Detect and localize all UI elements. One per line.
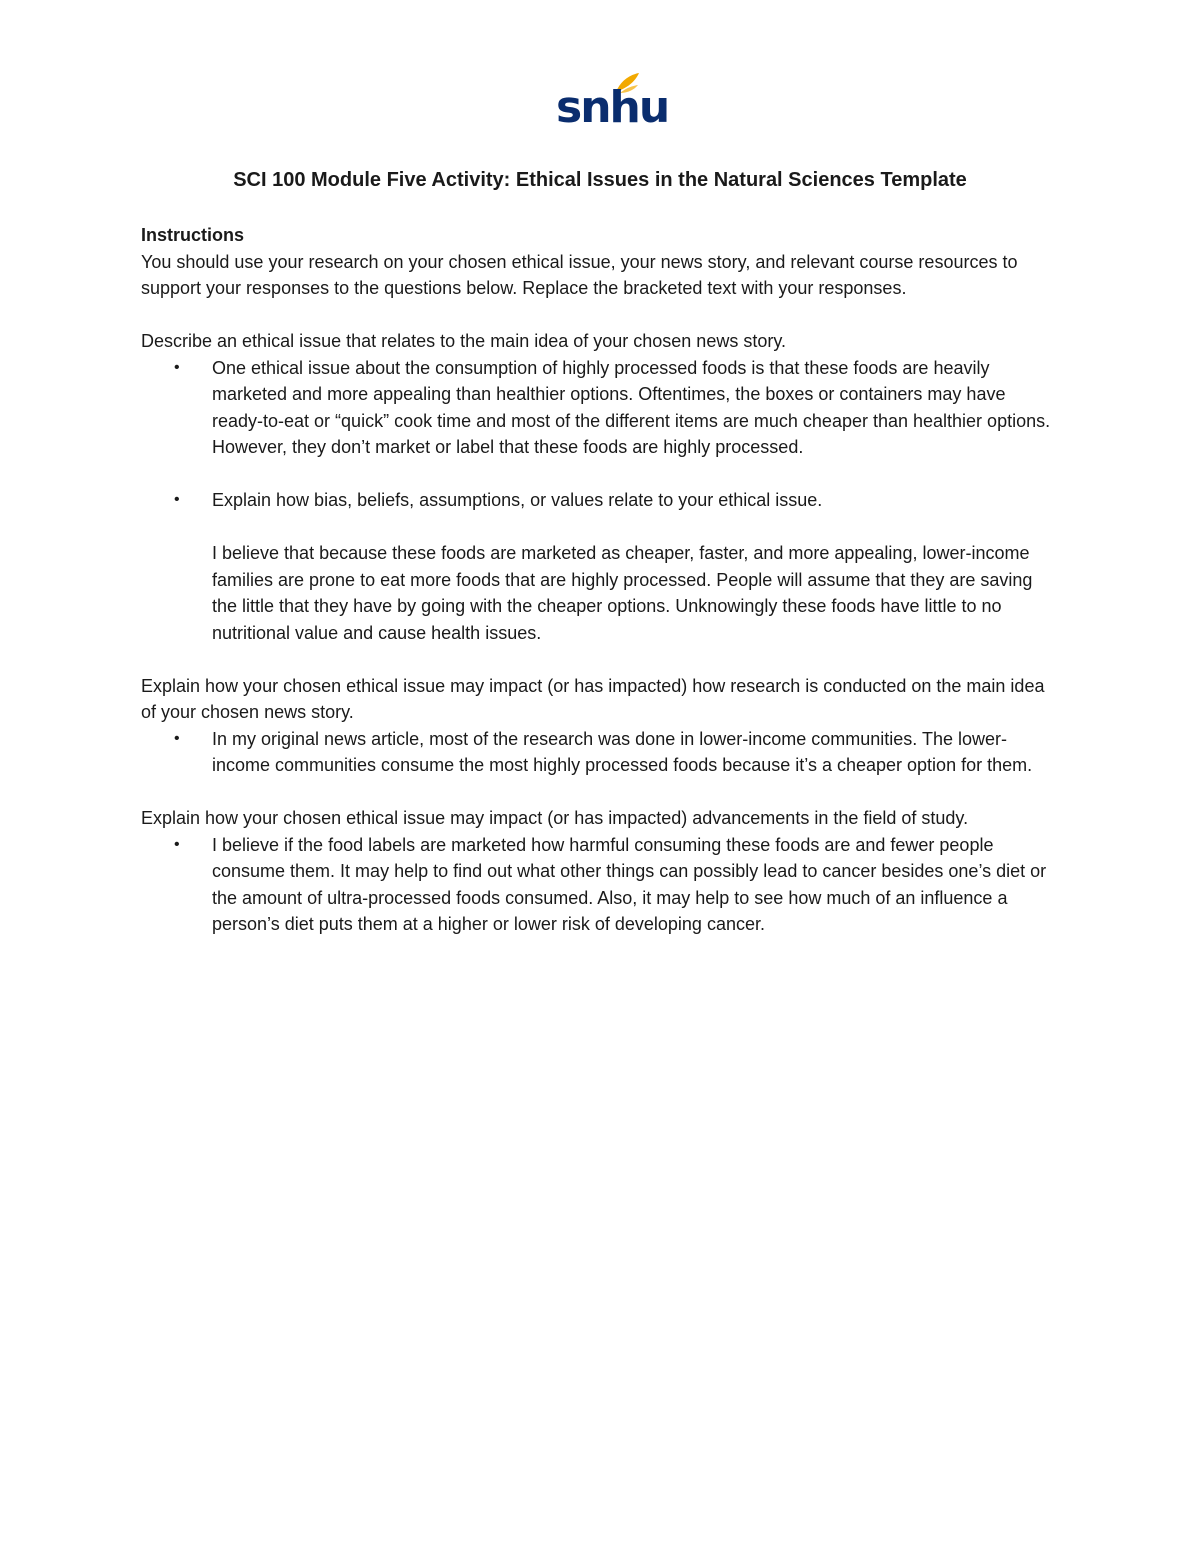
list-item bbox=[141, 487, 1061, 514]
section1-bullet1-text: One ethical issue about the consumption of highly processed foods is that these foods are heavily marketed and more appealing than healthier options. Oftentimes, the boxes or containers may have ready-to-eat or “quick” cook time and most of the different items are much cheaper than healthier options. However, they don’t market or label that these foods are highly processed. bbox=[212, 357, 1051, 457]
section1-bullet2-answer: I believe that because these foods are marketed as cheaper, faster, and more appealing, lower-income families are prone to eat more foods that are highly processed. People will assume that they are saving the little that they have by going with the cheaper options. Unknowingly these foods have little to no nutritional value and cause health issues. bbox=[212, 543, 1033, 643]
instructions-heading: Instructions bbox=[141, 225, 245, 245]
list-item bbox=[141, 832, 1061, 938]
section1-prompt: Describe an ethical issue that relates to the main idea of your chosen news story. bbox=[141, 331, 787, 351]
bullet-icon: • bbox=[174, 491, 180, 508]
section1-list bbox=[141, 355, 1061, 647]
list-item-spacer bbox=[141, 514, 1061, 541]
list-item-spacer bbox=[141, 461, 1061, 488]
section3-list bbox=[141, 832, 1061, 938]
section2-prompt: Explain how your chosen ethical issue may impact (or has impacted) how research is conducted on the main idea of your chosen news story. bbox=[141, 675, 1045, 722]
section2-list bbox=[141, 726, 1061, 779]
bullet-icon: • bbox=[174, 358, 180, 376]
section3-bullet1-text: I believe if the food labels are marketed how harmful consuming these foods are and fewer people consume them. It may help to find out what other things can possibly lead to cancer besides one’s diet or the amount of ultra-processed foods consumed. Also, it may help to see how much of an influence a person’s diet puts them at a higher or lower risk of developing cancer. bbox=[212, 834, 1047, 934]
bullet-icon: • bbox=[174, 835, 180, 853]
section2-bullet1-text: In my original news article, most of the research was done in lower-income communities. The lower-income communities consume the most highly processed foods because it’s a cheaper option for them. bbox=[212, 728, 1033, 775]
bullet-icon: • bbox=[174, 729, 180, 747]
document-title: SCI 100 Module Five Activity: Ethical Issues in the Natural Sciences Template bbox=[233, 169, 967, 191]
list-item bbox=[141, 726, 1061, 779]
snhu-logo bbox=[556, 72, 669, 134]
list-item bbox=[141, 355, 1061, 461]
list-item-continuation bbox=[141, 540, 1061, 646]
document-body bbox=[141, 222, 1061, 938]
section1-bullet2-text: Explain how bias, beliefs, assumptions, or values relate to your ethical issue. bbox=[212, 490, 823, 510]
instructions-text: You should use your research on your chosen ethical issue, your news story, and relevant course resources to support your responses to the questions below. Replace the bracketed text with your responses. bbox=[141, 251, 1018, 298]
section3-prompt: Explain how your chosen ethical issue may impact (or has impacted) advancements in the field of study. bbox=[141, 808, 969, 828]
logo-wordmark: snhu bbox=[556, 82, 669, 133]
